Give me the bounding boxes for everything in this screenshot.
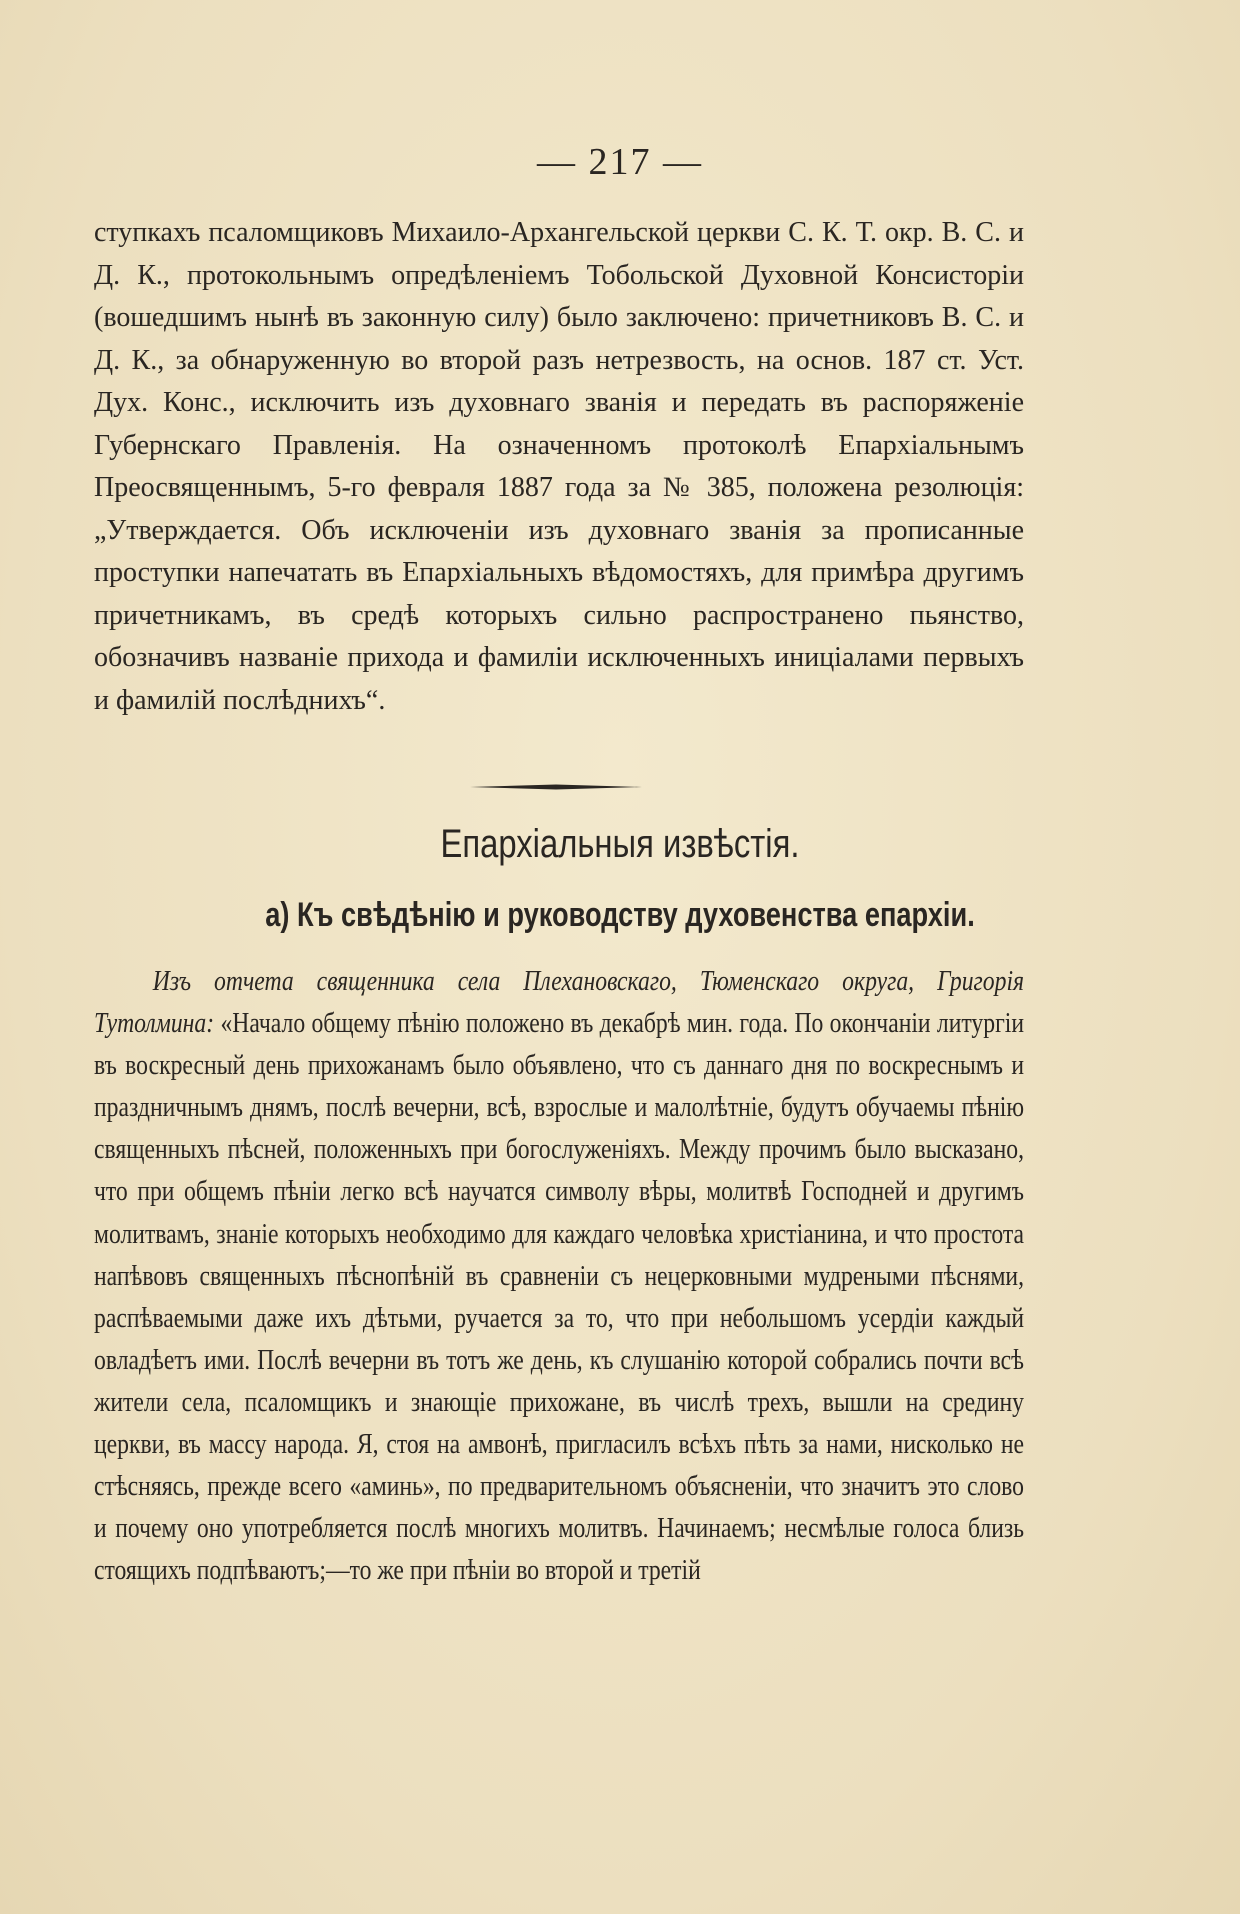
section-divider [470, 783, 642, 791]
report-text-block [94, 960, 1024, 1591]
page-number: — 217 — [537, 141, 703, 183]
continuation-paragraph: ступкахъ псаломщиковъ Михаило-Архангельской церкви С. К. Т. окр. В. С. и Д. К., протокольнымъ опредѣленіемъ Тобольской Духовной Консисторіи (вошедшимъ нынѣ въ законную силу) было заключено: причетниковъ В. С. и Д. К., за обнаруженную во второй разъ нетрезвость, на основ. 187 ст. Уст. Дух. Конс., исключить изъ духовнаго званія и передать въ распоряженіе Губернскаго Правленія. На означенномъ протоколѣ Епархіальнымъ Преосвященнымъ, 5-го февраля 1887 года за № 385, положена резолюція: „Утверждается. Объ исключеніи изъ духовнаго званія за прописанные проступки напечатать въ Епархіальныхъ вѣдомостяхъ, для примѣра другимъ причетникамъ, въ средѣ которыхъ сильно распространено пьянство, обозначивъ названіе прихода и фамиліи исключенныхъ иниціалами первыхъ и фамилій послѣднихъ“. [94, 217, 1024, 716]
continuation-text-block [94, 212, 1024, 722]
section-title: Епархіальныя извѣстія. [440, 822, 800, 866]
report-intro: Изъ отчета священника села Плехановскаго, Тюменскаго округа, Григорія Тутолмина: [94, 965, 1025, 1040]
report-body: «Начало общему пѣнію положено въ декабрѣ мин. года. По окончаніи литургіи въ воскресный день прихожанамъ было объявлено, что съ даннаго дня по воскреснымъ и праздничнымъ днямъ, послѣ вечерни, всѣ, взрослые и малолѣтніе, будутъ обучаемы пѣнію священныхъ пѣсней, положенныхъ при богослуженіяхъ. Между прочимъ было высказано, что при общемъ пѣніи легко всѣ научатся символу вѣры, молитвѣ Господней и другимъ молитвамъ, знаніе которыхъ необходимо для каждаго человѣка христіанина, и что простота напѣвовъ священныхъ пѣснопѣній въ сравненіи съ нецерковными мудреными пѣснями, распѣваемыми даже ихъ дѣтьми, ручается за то, что при небольшомъ усердіи каждый овладѣетъ ими. Послѣ вечерни въ тотъ же день, къ слушанію которой собрались почти всѣ жители села, псаломщикъ и знающіе прихожане, въ числѣ трехъ, вышли на средину церкви, въ массу народа. Я, стоя на амвонѣ, пригласилъ всѣхъ пѣть за нами, нисколько не стѣсняясь, прежде всего «аминь», по предварительномъ объясненіи, что значитъ это слово и почему оно употребляется послѣ многихъ молитвъ. Начинаемъ; несмѣлые голоса близь стоящихъ подпѣваютъ;—то же при пѣніи во второй и третій [94, 1007, 1025, 1587]
report-paragraph [94, 960, 1024, 1591]
subsection-title: а) Къ свѣдѣнію и руководству духовенства епархіи. [265, 896, 975, 934]
